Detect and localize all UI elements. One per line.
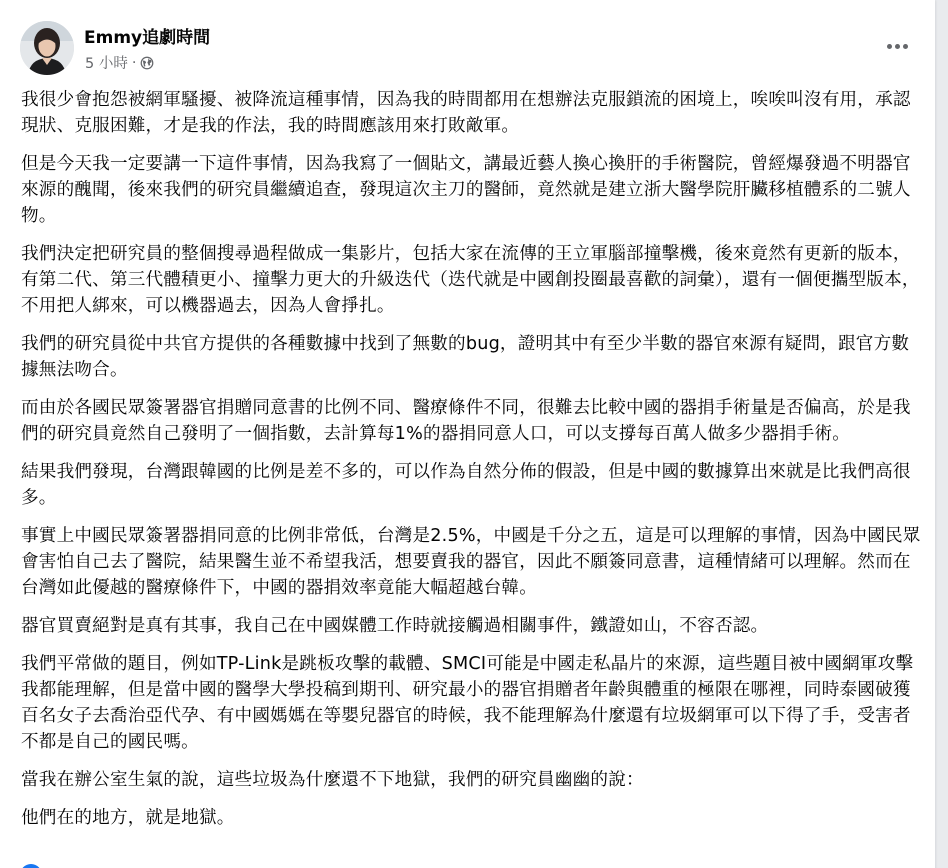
more-options-button[interactable]: [879, 31, 915, 61]
post-timestamp[interactable]: 5 小時: [85, 56, 128, 72]
post-paragraph: 我們的研究員從中共官方提供的各種數據中找到了無數的bug，證明其中有至少半數的器官來源有疑問，跟官方數據無法吻合。: [21, 334, 910, 380]
post-paragraph: 我們平常做的題目，例如TP-Link是跳板攻擊的載體、SMCI可能是中國走私晶片的來源，這些題目被中國網軍攻擊我都能理解，但是當中國的醫學大學投稿到期刊、研究最小的器官捐贈者年齡與體重的極限在哪裡，同時泰國破獲百名女子去喬治亞代孕、有中國媽媽在等嬰兒器官的時候，我不能理解為什麼還有垃圾網軍可以下得了手，受害者不都是自己的國民嗎。: [21, 654, 914, 752]
page-background-edge: [934, 0, 948, 868]
avatar-image: [20, 21, 74, 75]
more-dot: [895, 44, 900, 49]
post-paragraph: 而由於各國民眾簽署器官捐贈同意書的比例不同、醫療條件不同，很難去比較中國的器捐手術量是否偏高，於是我們的研究員竟然自己發明了一個指數，去計算每1%的器捐同意人口，可以支撐每百萬人做多少器捐手術。: [21, 398, 911, 444]
post-paragraph: 結果我們發現，台灣跟韓國的比例是差不多的，可以作為自然分佈的假設，但是中國的數據算出來就是比我們高很多。: [21, 462, 911, 508]
post-text: [21, 87, 921, 843]
reactions-bar: [20, 858, 915, 868]
avatar[interactable]: [20, 21, 74, 75]
post-paragraph: 他們在的地方，就是地獄。: [21, 808, 235, 828]
post-paragraph: 我們決定把研究員的整個搜尋過程做成一集影片，包括大家在流傳的王立軍腦部撞擊機，後來竟然有更新的版本，有第二代、第三代體積更小、撞擊力更大的升級迭代（迭代就是中國創投圈最喜歡的詞彙），還有一個便攜型版本，不用把人綁來，可以機器過去，因為人會掙扎。: [21, 244, 920, 316]
author-name[interactable]: Emmy追劇時間: [84, 28, 211, 48]
post-header: [20, 21, 915, 77]
post-paragraph: 器官買賣絕對是真有其事，我自己在中國媒體工作時就接觸過相關事件，鐵證如山，不容否認。: [21, 616, 769, 636]
post-paragraph: 我很少會抱怨被網軍騷擾、被降流這種事情，因為我的時間都用在想辦法克服鎖流的困境上，唉唉叫沒有用，承認現狀、克服困難，才是我的作法，我的時間應該用來打敗敵軍。: [21, 90, 911, 136]
post-paragraph: 但是今天我一定要講一下這件事情，因為我寫了一個貼文，講最近藝人換心換肝的手術醫院，曾經爆發過不明器官來源的醜聞，後來我們的研究員繼續追查，發現這次主刀的醫師，竟然就是建立浙大醫學院肝臟移植體系的二號人物。: [21, 154, 911, 226]
like-reaction-icon[interactable]: [20, 864, 42, 868]
meta-separator: ·: [131, 54, 137, 71]
more-dot: [903, 44, 908, 49]
more-horizontal-icon: [887, 44, 892, 49]
post-paragraph: 當我在辦公室生氣的說，這些垃圾為什麼還不下地獄，我們的研究員幽幽的說：: [21, 770, 644, 790]
post-paragraph: 事實上中國民眾簽署器捐同意的比例非常低，台灣是2.5%，中國是千分之五，這是可以理解的事情，因為中國民眾會害怕自己去了醫院，結果醫生並不希望我活，想要賣我的器官，因此不願簽同意書，這種情緒可以理解。然而在台灣如此優越的醫療條件下，中國的器捐效率竟能大幅超越台韓。: [21, 526, 921, 598]
post-meta: [85, 52, 154, 73]
globe-icon[interactable]: [140, 56, 154, 70]
